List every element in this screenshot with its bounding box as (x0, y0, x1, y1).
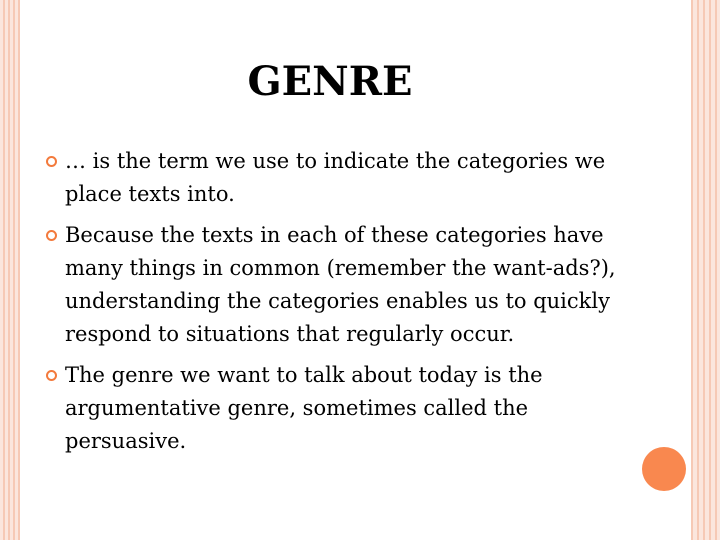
decorative-circle (642, 447, 686, 491)
bullet-text: … is the term we use to indicate the categories we place texts into. (65, 149, 606, 206)
bullet-list (44, 145, 644, 466)
right-border-line (709, 0, 711, 540)
bullet-text: The genre we want to talk about today is the argumentative genre, sometimes called the persuasive. (65, 363, 543, 453)
bullet-text: Because the texts in each of these categories have many things in common (remember the want-ads?), understanding the categories enables us to quickly respond to situations that regularly occur. (65, 223, 616, 346)
slide-title: GENRE (247, 58, 413, 105)
right-border-line (697, 0, 699, 540)
right-border-line (691, 0, 693, 540)
left-border-line (8, 0, 10, 540)
bullet-item (44, 145, 644, 211)
bullet-item (44, 219, 644, 351)
hollow-circle-icon (46, 230, 57, 241)
left-border-line (18, 0, 20, 540)
bullet-item (44, 359, 644, 458)
left-border-line (3, 0, 5, 540)
left-border-line (13, 0, 15, 540)
right-border-line (715, 0, 717, 540)
hollow-circle-icon (46, 156, 57, 167)
hollow-circle-icon (46, 370, 57, 381)
right-border-line (703, 0, 705, 540)
